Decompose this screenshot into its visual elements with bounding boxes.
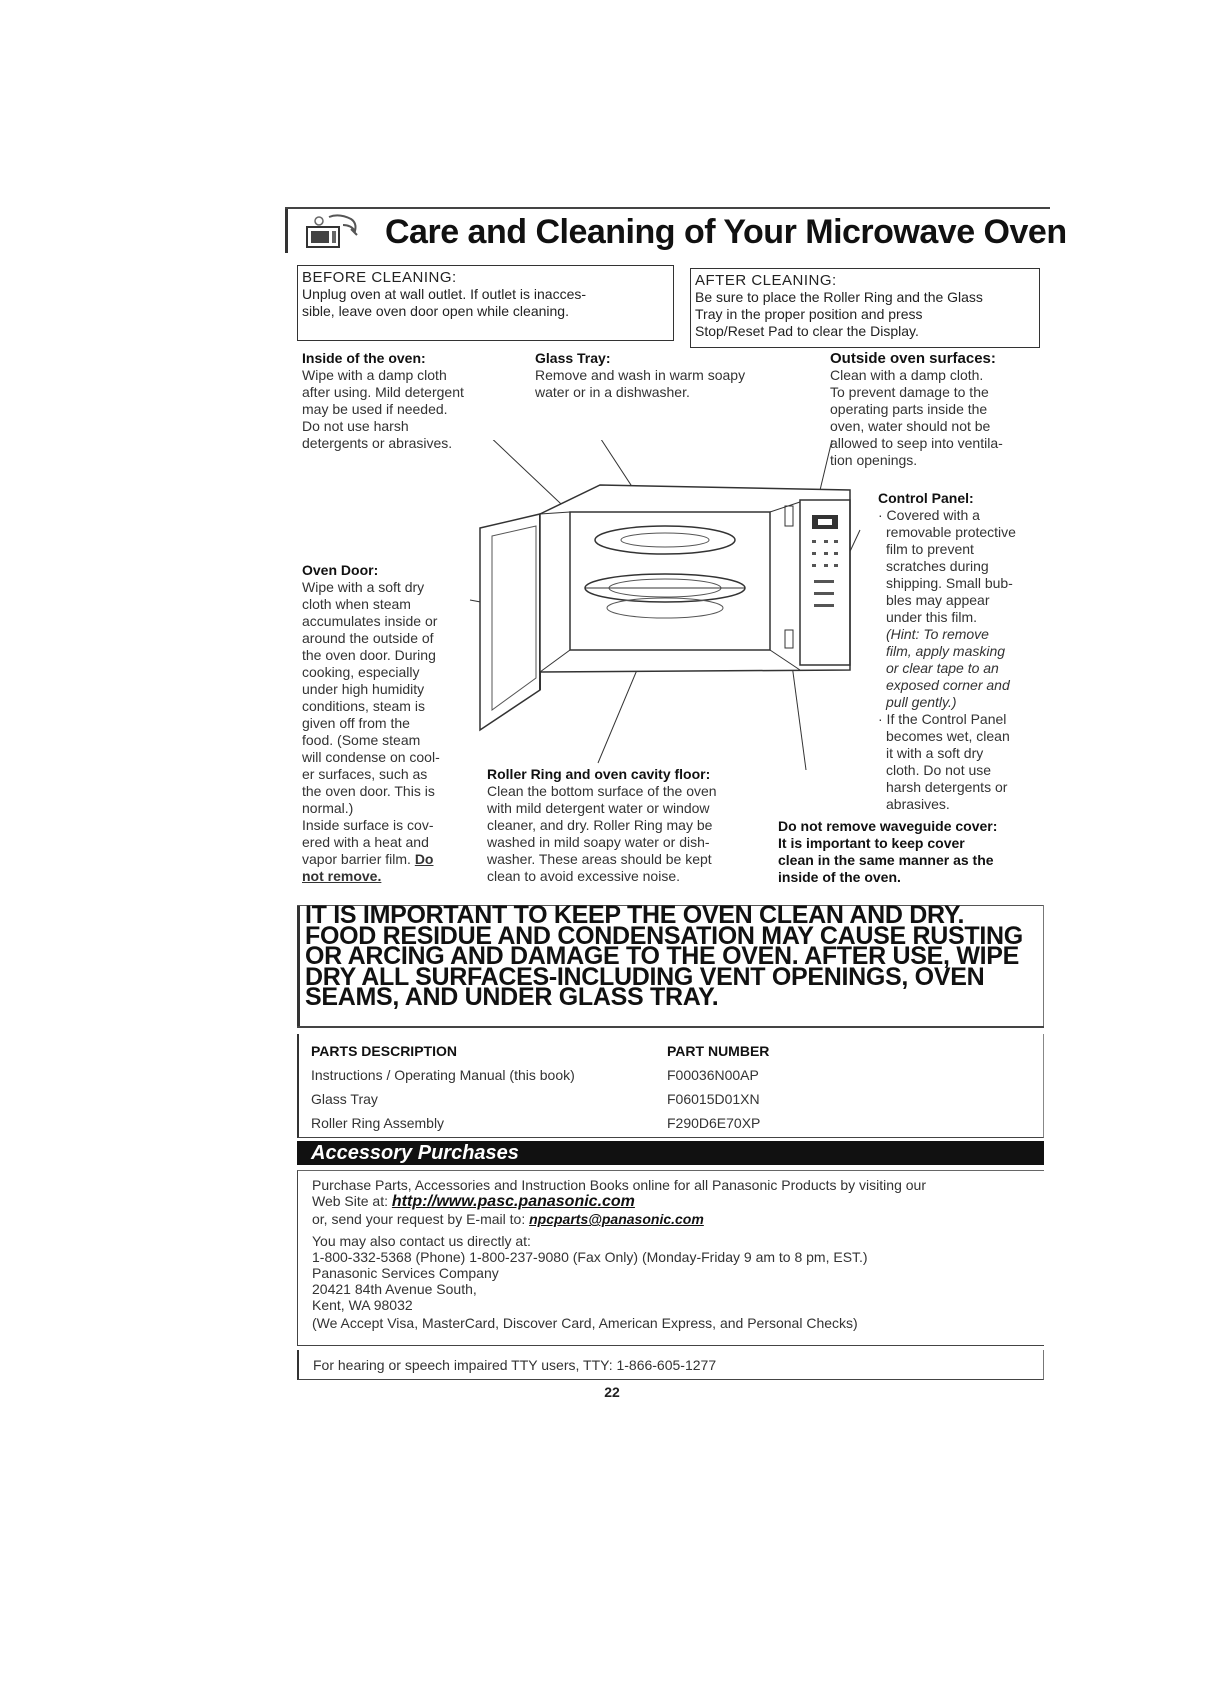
control-panel-section bbox=[878, 490, 1038, 813]
control-panel-line: becomes wet, clean bbox=[886, 728, 1010, 744]
page-title-block bbox=[285, 207, 1067, 255]
control-panel-heading: Control Panel: bbox=[878, 490, 974, 506]
control-panel-line: it with a soft dry bbox=[886, 745, 984, 761]
parts-header-description: PARTS DESCRIPTION bbox=[311, 1043, 457, 1059]
inside-oven-line: Do not use harsh bbox=[302, 418, 409, 434]
roller-ring-heading: Roller Ring and oven cavity floor: bbox=[487, 766, 711, 782]
accessory-purchases-box bbox=[297, 1170, 1044, 1346]
before-cleaning-line: sible, leave oven door open while cleaning. bbox=[302, 303, 569, 319]
warning-line: SEAMS, AND UNDER GLASS TRAY. bbox=[305, 983, 719, 1011]
parts-row-number: F06015D01XN bbox=[667, 1091, 760, 1107]
outside-oven-line: allowed to seep into ventila- bbox=[830, 435, 1003, 451]
inside-oven-line: may be used if needed. bbox=[302, 401, 448, 417]
after-cleaning-heading: AFTER CLEANING: bbox=[695, 272, 837, 289]
inside-oven-line: detergents or abrasives. bbox=[302, 435, 453, 451]
important-warning-text bbox=[305, 901, 1023, 1011]
control-panel-line: · If the Control Panel bbox=[878, 711, 1007, 727]
microwave-illustration bbox=[440, 440, 880, 770]
outside-oven-line: tion openings. bbox=[830, 452, 918, 468]
after-cleaning-box bbox=[690, 268, 1040, 348]
accessory-purchases-title: Accessory Purchases bbox=[311, 1142, 519, 1164]
control-panel-line: abrasives. bbox=[886, 796, 950, 812]
roller-ring-section bbox=[487, 766, 767, 885]
control-panel-hint: (Hint: To remove bbox=[886, 626, 989, 642]
roller-ring-line: with mild detergent water or window bbox=[487, 800, 710, 816]
oven-door-line: er surfaces, such as bbox=[302, 766, 428, 782]
oven-door-line: conditions, steam is bbox=[302, 698, 425, 714]
contact-line: 1-800-332-5368 (Phone) 1-800-237-9080 (Fax Only) (Monday-Friday 9 am to 8 pm, EST.) bbox=[312, 1249, 868, 1265]
roller-ring-line: washer. These areas should be kept bbox=[487, 851, 712, 867]
inside-oven-heading: Inside of the oven: bbox=[302, 350, 426, 366]
oven-door-line: ered with a heat and bbox=[302, 834, 429, 850]
control-panel-hint: or clear tape to an bbox=[886, 660, 999, 676]
contact-line: You may also contact us directly at: bbox=[312, 1233, 531, 1249]
control-panel-line: bles may appear bbox=[886, 592, 990, 608]
email-prefix: or, send your request by E-mail to: bbox=[312, 1211, 530, 1227]
outside-oven-heading: Outside oven surfaces: bbox=[830, 350, 996, 367]
warning-line: DRY ALL SURFACES-INCLUDING VENT OPENINGS, OVEN bbox=[305, 962, 985, 991]
email-line bbox=[312, 1211, 704, 1227]
glass-tray-heading: Glass Tray: bbox=[535, 350, 611, 366]
tty-box bbox=[297, 1350, 1044, 1380]
oven-door-line: around the outside of bbox=[302, 630, 434, 646]
after-cleaning-line: Stop/Reset Pad to clear the Display. bbox=[695, 323, 919, 339]
email-link[interactable]: npcparts@panasonic.com bbox=[529, 1211, 704, 1227]
after-cleaning-line: Tray in the proper position and press bbox=[695, 306, 923, 322]
accessory-line: Purchase Parts, Accessories and Instruction Books online for all Panasonic Products by visiting our bbox=[312, 1177, 926, 1193]
inside-oven-line: after using. Mild detergent bbox=[302, 384, 464, 400]
warning-line: FOOD RESIDUE AND CONDENSATION MAY CAUSE RUSTING bbox=[305, 921, 1023, 950]
warning-right-rule bbox=[1043, 905, 1044, 1028]
contact-line: 20421 84th Avenue South, bbox=[312, 1281, 477, 1297]
accessory-purchases-bar bbox=[297, 1141, 1044, 1165]
control-panel-line: shipping. Small bub- bbox=[886, 575, 1013, 591]
not-remove-label: not remove. bbox=[302, 868, 382, 884]
tty-text: For hearing or speech impaired TTY users, TTY: 1-866-605-1277 bbox=[313, 1357, 717, 1373]
web-prefix: Web Site at: bbox=[312, 1193, 392, 1209]
control-panel-line: scratches during bbox=[886, 558, 989, 574]
oven-door-line: normal.) bbox=[302, 800, 354, 816]
oven-door-line: accumulates inside or bbox=[302, 613, 438, 629]
control-panel-line: under this film. bbox=[886, 609, 978, 625]
outside-oven-line: operating parts inside the bbox=[830, 401, 988, 417]
oven-door-line: Wipe with a soft dry bbox=[302, 579, 425, 595]
important-warning-box bbox=[297, 901, 1044, 1028]
waveguide-line: inside of the oven. bbox=[778, 869, 901, 885]
parts-row-description: Glass Tray bbox=[311, 1091, 378, 1107]
warning-left-rule bbox=[297, 905, 300, 1028]
control-panel-hint: film, apply masking bbox=[886, 643, 1006, 659]
title-top-rule bbox=[285, 207, 1050, 209]
parts-table bbox=[297, 1034, 1044, 1138]
oven-door-line: cooking, especially bbox=[302, 664, 420, 680]
do-label: Do bbox=[414, 851, 434, 867]
inside-oven-line: Wipe with a damp cloth bbox=[302, 367, 447, 383]
website-link[interactable]: http://www.pasc.panasonic.com bbox=[391, 1193, 635, 1210]
glass-tray-section bbox=[535, 350, 795, 401]
microwave-oven-icon bbox=[299, 211, 379, 258]
oven-door-line bbox=[302, 851, 472, 868]
contact-line: Panasonic Services Company bbox=[312, 1265, 499, 1281]
roller-ring-line: clean to avoid excessive noise. bbox=[487, 868, 680, 884]
warning-line: OR ARCING AND DAMAGE TO THE OVEN. AFTER USE, WIPE bbox=[305, 942, 1020, 970]
oven-door-heading: Oven Door: bbox=[302, 562, 379, 578]
contact-line: (We Accept Visa, MasterCard, Discover Card, American Express, and Personal Checks) bbox=[312, 1315, 858, 1331]
parts-row-number: F00036N00AP bbox=[667, 1067, 759, 1083]
contact-line: Kent, WA 98032 bbox=[312, 1297, 413, 1313]
title-left-rule bbox=[285, 207, 288, 253]
warning-bottom-rule bbox=[297, 1026, 1044, 1028]
outside-oven-line: oven, water should not be bbox=[830, 418, 991, 434]
roller-ring-line: cleaner, and dry. Roller Ring may be bbox=[487, 817, 713, 833]
oven-door-line-text: vapor barrier film. bbox=[302, 851, 411, 867]
warning-line: IT IS IMPORTANT TO KEEP THE OVEN CLEAN AND DRY. bbox=[305, 901, 965, 929]
oven-door-line: the oven door. This is bbox=[302, 783, 435, 799]
oven-door-line: given off from the bbox=[302, 715, 410, 731]
roller-ring-line: Clean the bottom surface of the oven bbox=[487, 783, 717, 799]
page-title: Care and Cleaning of Your Microwave Oven bbox=[385, 213, 1067, 251]
waveguide-line: clean in the same manner as the bbox=[778, 852, 994, 868]
roller-ring-line: washed in mild soapy water or dish- bbox=[487, 834, 710, 850]
parts-row-number: F290D6E70XP bbox=[667, 1115, 761, 1131]
control-panel-hint: pull gently.) bbox=[886, 694, 957, 710]
control-panel-hint: exposed corner and bbox=[886, 677, 1010, 693]
parts-header-number: PART NUMBER bbox=[667, 1043, 770, 1059]
waveguide-section bbox=[778, 818, 1048, 886]
website-line bbox=[312, 1193, 635, 1210]
control-panel-line: cloth. Do not use bbox=[886, 762, 992, 778]
before-cleaning-line: Unplug oven at wall outlet. If outlet is inacces- bbox=[302, 286, 587, 302]
outside-oven-line: Clean with a damp cloth. bbox=[830, 367, 984, 383]
waveguide-line: Do not remove waveguide cover: bbox=[778, 818, 998, 834]
waveguide-line: It is important to keep cover bbox=[778, 835, 965, 851]
oven-door-line: food. (Some steam bbox=[302, 732, 421, 748]
oven-door-line: cloth when steam bbox=[302, 596, 411, 612]
oven-door-line: will condense on cool- bbox=[302, 749, 440, 765]
parts-row-description: Instructions / Operating Manual (this book) bbox=[311, 1067, 575, 1083]
oven-door-line: Inside surface is cov- bbox=[302, 817, 434, 833]
after-cleaning-line: Be sure to place the Roller Ring and the Glass bbox=[695, 289, 983, 305]
oven-door-line: the oven door. During bbox=[302, 647, 436, 663]
control-panel-line: · Covered with a bbox=[878, 507, 980, 523]
outside-oven-line: To prevent damage to the bbox=[830, 384, 989, 400]
parts-row-description: Roller Ring Assembly bbox=[311, 1115, 445, 1131]
control-panel-line: film to prevent bbox=[886, 541, 974, 557]
page-number: 22 bbox=[604, 1384, 620, 1400]
before-cleaning-box bbox=[297, 265, 674, 341]
control-panel-line: harsh detergents or bbox=[886, 779, 1008, 795]
oven-door-line: under high humidity bbox=[302, 681, 425, 697]
before-cleaning-heading: BEFORE CLEANING: bbox=[302, 269, 457, 286]
glass-tray-line: Remove and wash in warm soapy bbox=[535, 367, 746, 383]
inside-oven-section bbox=[302, 350, 502, 452]
glass-tray-line: water or in a dishwasher. bbox=[535, 384, 690, 400]
control-panel-line: removable protective bbox=[886, 524, 1016, 540]
